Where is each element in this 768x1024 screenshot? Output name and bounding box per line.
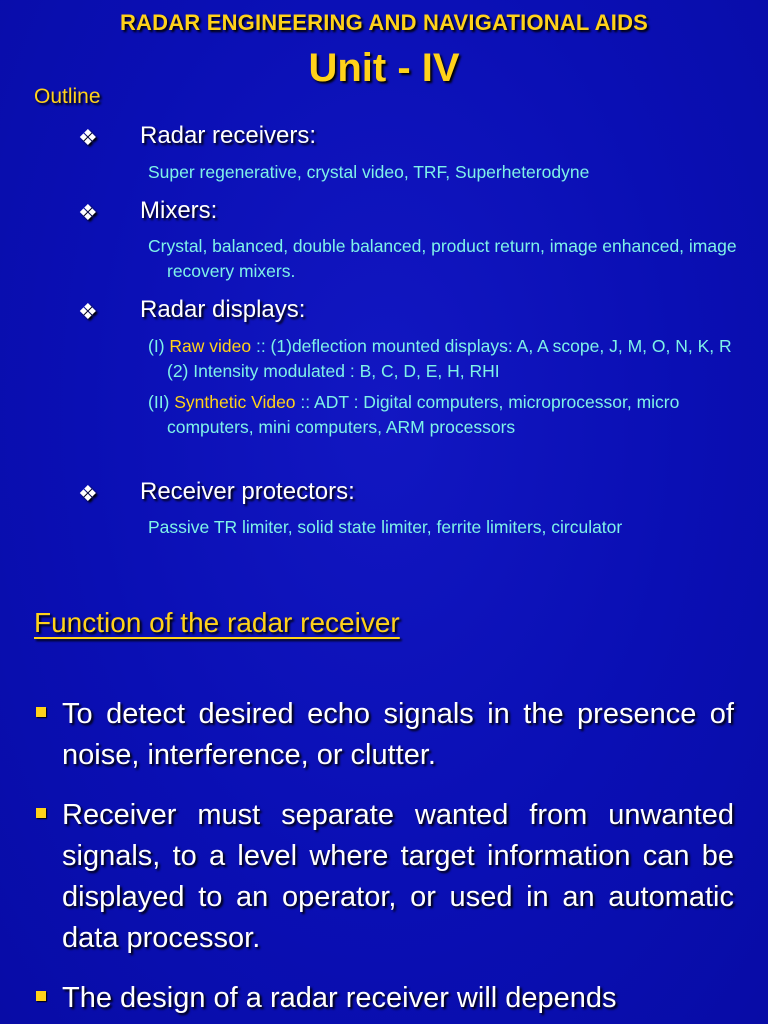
- unit-title: Unit - IV: [308, 46, 460, 90]
- topic-radar-displays: Radar displays:: [140, 296, 306, 323]
- square-bullet-icon: [36, 808, 46, 818]
- diamond-bullet-icon: ❖: [78, 481, 98, 506]
- function-point: The design of a radar receiver will depends: [34, 978, 734, 1019]
- topic-receiver-protectors: Receiver protectors:: [140, 478, 355, 505]
- topic-mixers-details: Crystal, balanced, double balanced, product return, image enhanced, image recovery mixers.: [148, 236, 737, 281]
- topic-receiver-protectors-details: Passive TR limiter, solid state limiter, ferrite limiters, circulator: [148, 517, 623, 537]
- topic-radar-receivers-details: Super regenerative, crystal video, TRF, Superheterodyne: [148, 162, 590, 182]
- topic-radar-receivers: Radar receivers:: [140, 122, 317, 149]
- raw-video-line: (I) Raw video :: (1)deflection mounted displays: A, A scope, J, M, O, N, K, R (2) Intensity modulated : B, C, D, E, H, RHI: [148, 336, 732, 381]
- raw-video-label: Raw video: [169, 336, 252, 356]
- topic-mixers: Mixers:: [140, 197, 218, 224]
- synthetic-video-label: Synthetic Video: [174, 392, 296, 412]
- diamond-bullet-icon: ❖: [78, 200, 98, 225]
- function-point: Receiver must separate wanted from unwanted signals, to a level where target information can be displayed to an operator, or used in an automatic data processor.: [34, 795, 734, 959]
- square-bullet-icon: [36, 991, 46, 1001]
- outline-label: Outline: [34, 85, 101, 108]
- square-bullet-icon: [36, 707, 46, 717]
- diamond-bullet-icon: ❖: [78, 299, 98, 324]
- topic-radar-displays-details: [148, 334, 738, 440]
- function-heading: Function of the radar receiver: [34, 607, 400, 638]
- course-title: RADAR ENGINEERING AND NAVIGATIONAL AIDS: [119, 10, 649, 35]
- function-point: To detect desired echo signals in the presence of noise, interference, or clutter.: [34, 694, 734, 776]
- diamond-bullet-icon: ❖: [78, 125, 98, 150]
- synthetic-video-line: (II) Synthetic Video :: ADT : Digital computers, microprocessor, micro computers, mini computers, ARM processors: [148, 392, 680, 437]
